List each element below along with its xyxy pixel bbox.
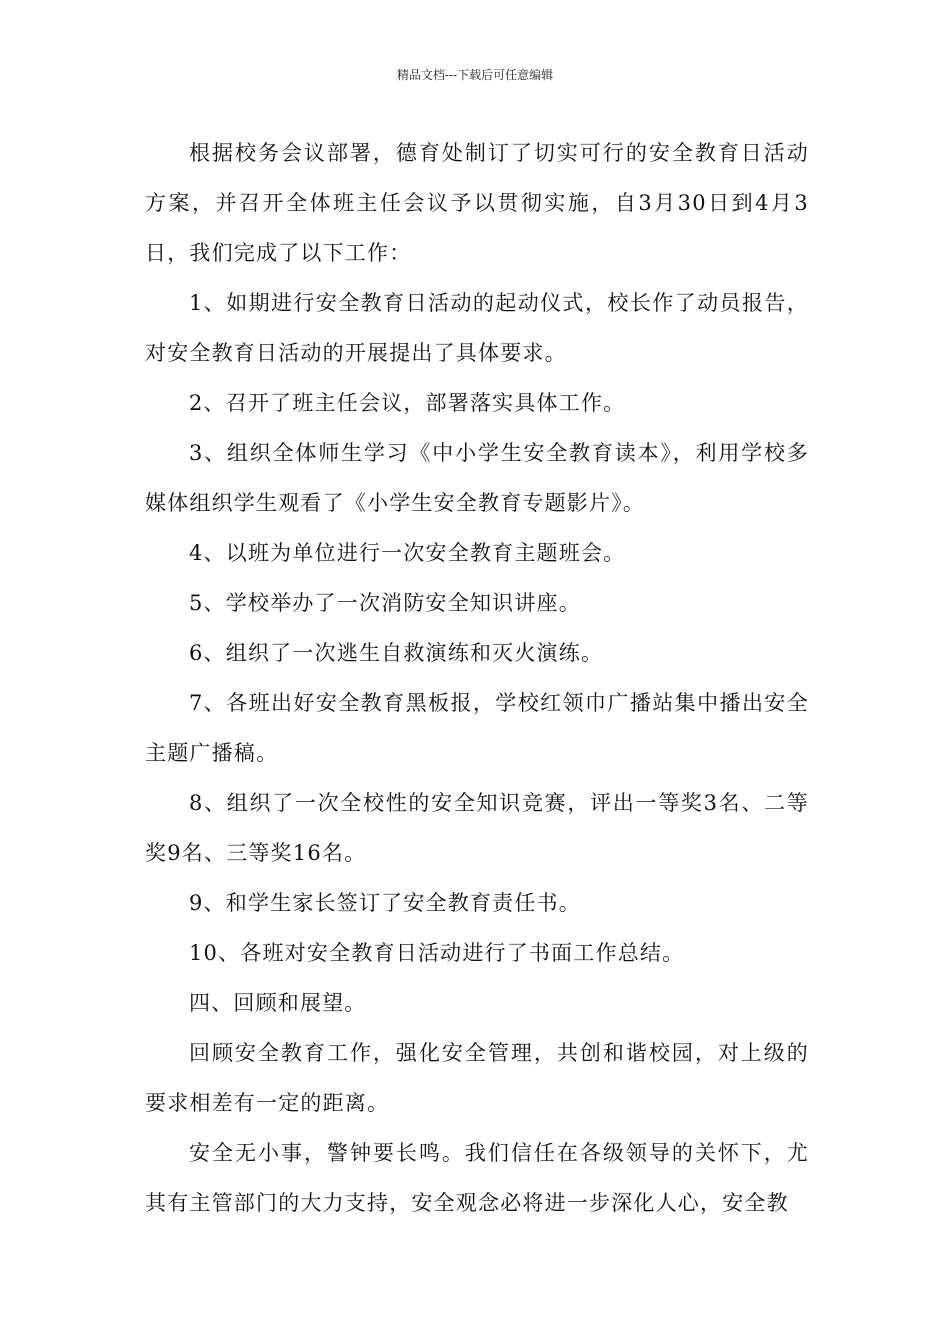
list-item: 5、学校举办了一次消防安全知识讲座。 [189, 591, 581, 615]
section-heading: 四、回顾和展望。 [189, 991, 367, 1015]
list-item: 4、以班为单位进行一次安全教育主题班会。 [189, 541, 626, 565]
list-item: 10、各班对安全教育日活动进行了书面工作总结。 [189, 941, 685, 965]
list-item: 9、和学生家长签订了安全教育责任书。 [189, 891, 581, 915]
list-item: 3、组织全体师生学习《中小学生安全教育读本》，利用学校多媒体组织学生观看了《小学生安全教育专题影片》。 [145, 441, 809, 515]
paragraph-intro: 根据校务会议部署，德育处制订了切实可行的安全教育日活动方案，并召开全体班主任会议予以贯彻实施，自3月30日到4月3日，我们完成了以下工作： [145, 141, 809, 265]
list-item: 6、组织了一次逃生自救演练和灭火演练。 [189, 641, 604, 665]
paragraph-review: 回顾安全教育工作，强化安全管理，共创和谐校园，对上级的要求相差有一定的距离。 [145, 1041, 809, 1115]
list-item: 8、组织了一次全校性的安全知识竞赛，评出一等奖3名、二等奖9名、三等奖16名。 [145, 791, 809, 865]
paragraph-outlook: 安全无小事，警钟要长鸣。我们信任在各级领导的关怀下，尤其有主管部门的大力支持，安全观念必将进一步深化人心，安全教 [145, 1141, 809, 1215]
page-header: 精品文档---下载后可任意编辑 [396, 68, 554, 82]
list-item: 1、如期进行安全教育日活动的起动仪式，校长作了动员报告，对安全教育日活动的开展提出了具体要求。 [145, 291, 809, 365]
list-item: 7、各班出好安全教育黑板报，学校红领巾广播站集中播出安全主题广播稿。 [145, 691, 809, 765]
document-body [145, 128, 809, 1228]
list-item: 2、召开了班主任会议，部署落实具体工作。 [189, 391, 626, 415]
